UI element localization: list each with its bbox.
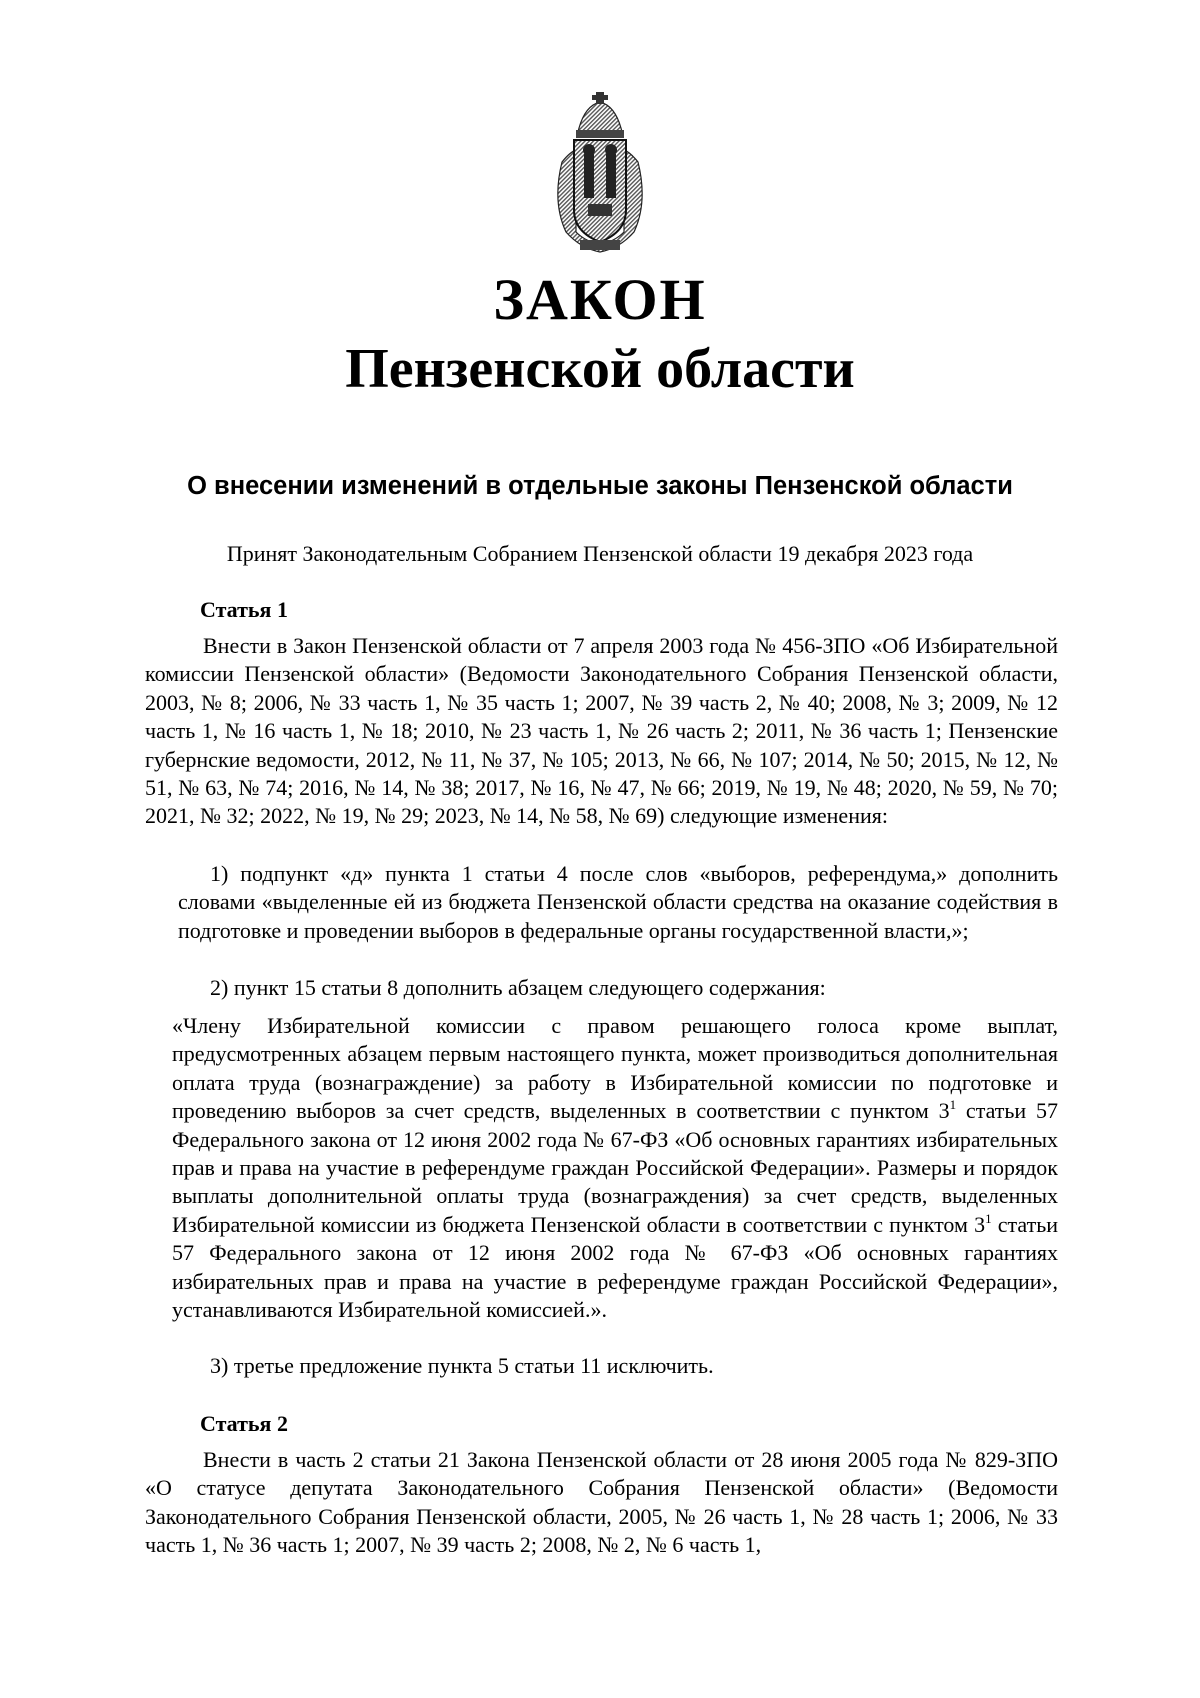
coat-of-arms-icon bbox=[544, 92, 656, 256]
superscript-1: 1 bbox=[949, 1097, 957, 1113]
article-2-heading: Статья 2 bbox=[200, 1411, 288, 1436]
article-1-item-1: 1) подпункт «д» пункта 1 статьи 4 после слов «выборов, референдума,» дополнить словами «выделенные ей из бюджета Пензенской области средства на оказание содействия в подготовке и проведении выборов в федеральные органы государственной власти,»; bbox=[178, 861, 1058, 943]
adoption-line: Принят Законодательным Собранием Пензенской области 19 декабря 2023 года bbox=[226, 541, 974, 566]
law-heading: О внесении изменений в отдельные законы Пензенской области bbox=[187, 472, 1013, 500]
article-1-quoted-paragraph bbox=[172, 1012, 1058, 1324]
article-1-intro: Внести в Закон Пензенской области от 7 апреля 2003 года № 456-ЗПО «Об Избирательной комиссии Пензенской области» (Ведомости Законодательного Собрания Пензенской области, 2003, № 8; 2006, № 33 часть 1, № 35 часть 1; 2007, № 39 часть 2, № 40; 2008, № 3; 2009, № 12 часть 1, № 16 часть 1, № 18; 2010, № 23 часть 1, № 26 часть 2; 2011, № 36 часть 1; Пензенские губернские ведомости, 2012, № 11, № 37, № 105; 2013, № 66, № 107; 2014, № 50; 2015, № 12, № 51, № 63, № 74; 2016, № 14, № 38; 2017, № 16, № 47, № 66; 2019, № 19, № 48; 2020, № 59, № 70; 2021, № 32; 2022, № 19, № 29; 2023, № 14, № 58, № 69) следующие изменения: bbox=[145, 633, 1058, 829]
quote-text-part-3: статьи 57 Федерального закона от 12 июня 2002 года № 67-ФЗ «Об основных гарантиях избирательных прав и права на участие в референдуме граждан Российской Федерации», устанавливаются Избирательной комиссией.». bbox=[172, 1211, 1059, 1323]
article-2-intro: Внести в часть 2 статьи 21 Закона Пензенской области от 28 июня 2005 года № 829-ЗПО «О статусе депутата Законодательного Собрания Пензенской области» (Ведомости Законодательного Собрания Пензенской области, 2005, № 26 часть 1, № 28 часть 1; 2006, № 33 часть 1, № 36 часть 1; 2007, № 39 часть 2; 2008, № 2, № 6 часть 1, bbox=[145, 1447, 1058, 1558]
law-region: Пензенской области bbox=[345, 338, 855, 400]
superscript-2: 1 bbox=[985, 1210, 992, 1226]
article-1-item-3: 3) третье предложение пункта 5 статьи 11 исключить. bbox=[210, 1353, 714, 1378]
law-title: ЗАКОН bbox=[493, 267, 707, 332]
quote-text-part-1: «Члену Избирательной комиссии с правом решающего голоса кроме выплат, предусмотренных абзацем первым настоящего пункта, может производиться дополнительная оплата труда (вознаграждение) за работу в Избирательной комиссии по подготовке и проведению выборов за счет средств, выделенных в соответствии с пунктом 3 bbox=[172, 1013, 1058, 1124]
quote-text-part-2: статьи 57 Федерального закона от 12 июня 2002 года № 67-ФЗ «Об основных гарантиях избирательных прав и права на участие в референдуме граждан Российской Федерации». Размеры и порядок выплаты дополнительной оплаты труда (вознаграждения) за счет средств, выделенных Избирательной комиссии из бюджета Пензенской области в соответствии с пунктом 3 bbox=[172, 1098, 1059, 1237]
article-1-item-2: 2) пункт 15 статьи 8 дополнить абзацем следующего содержания: bbox=[210, 975, 826, 1000]
article-1-heading: Статья 1 bbox=[200, 597, 288, 622]
